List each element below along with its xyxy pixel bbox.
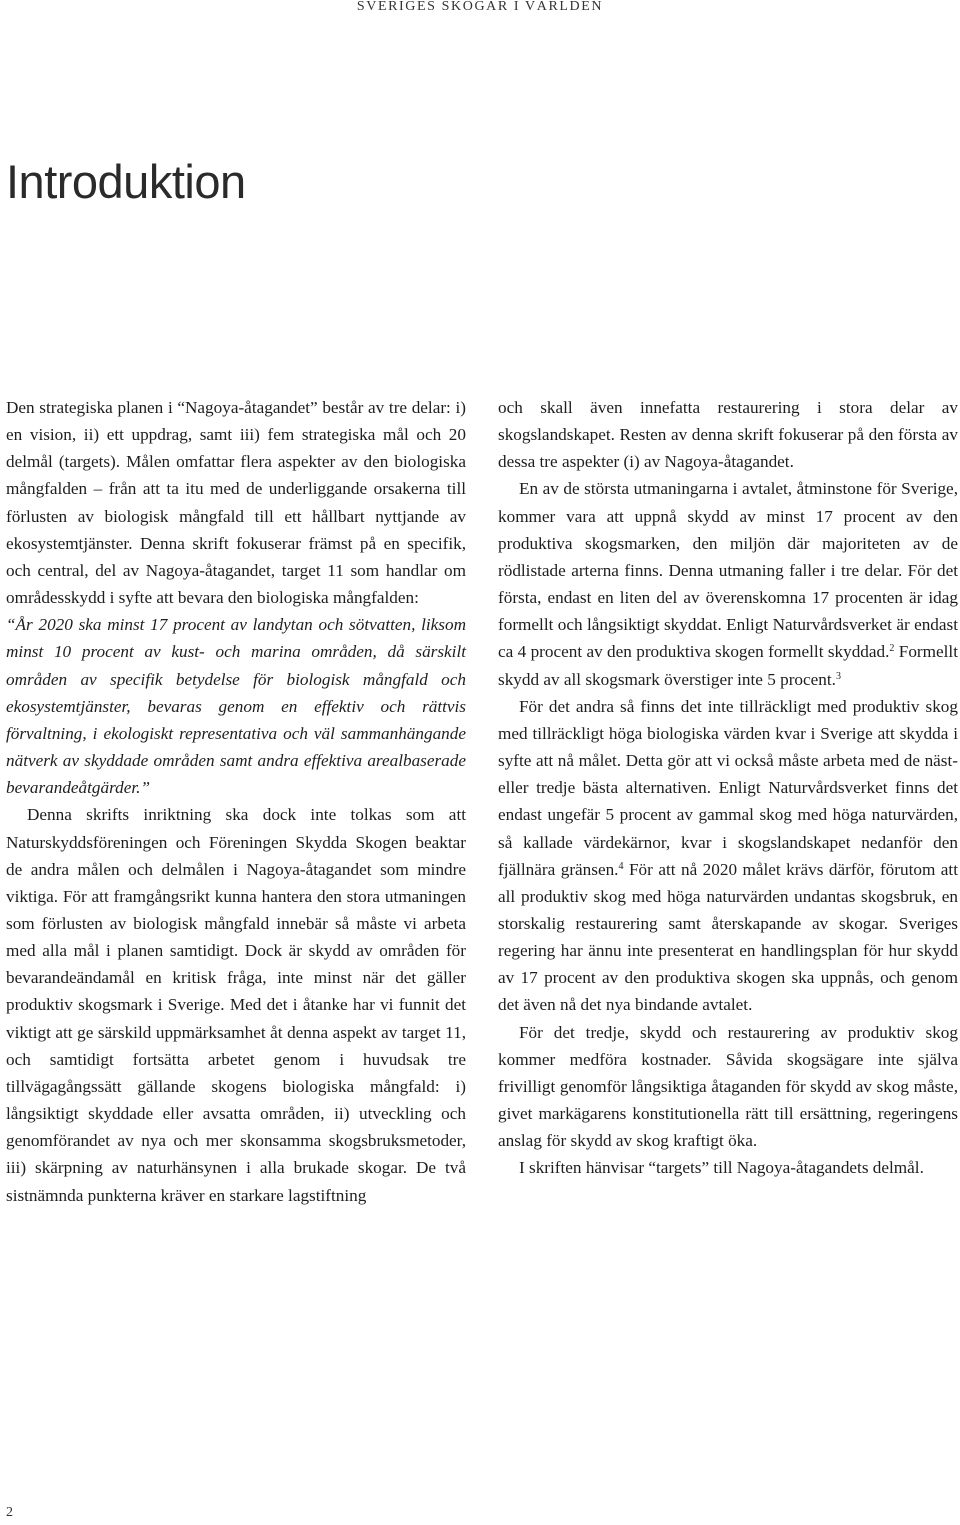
page-number: 2	[6, 1505, 13, 1520]
paragraph: och skall även innefatta restaurering i stora delar av skogslandskapet. Resten av denna skrift fokuserar på den första av dessa tre aspekter (i) av Nagoya-åtagandet.	[498, 398, 958, 472]
left-column	[6, 394, 466, 1209]
paragraph: Denna skrifts inriktning ska dock inte tolkas som att Naturskyddsföreningen och Föreningen Skydda Skogen beaktar de andra målen och delmålen i Nagoya-åtagandet som mindre viktiga. För att framgångsrikt kunna hantera den stora utmaningen som förlusten av biologisk mångfald innebär så måste vi arbeta med alla mål i planen samtidigt. Dock är skydd av områden för bevarandeändamål en kritisk fråga, inte minst när det gäller produktiv skogsmark i Sverige. Med det i åtanke har vi funnit det viktigt att ge särskild uppmärksamhet åt denna aspekt av target 11, och samtidigt fortsätta arbetet genom i huvudsak tre tillvägagångssätt gällande skogens biologiska mångfald: i) långsiktigt skyddade eller avsatta områden, ii) utveckling och genomförandet av nya och mer skonsamma skogsbruksmetoder, iii) skärpning av naturhänsynen i alla brukade skogar. De två sistnämnda punkterna kräver en starkare lagstiftning	[6, 805, 466, 1205]
paragraph	[498, 475, 958, 692]
paragraph-text: Formellt skydd av all skogsmark överstiger inte 5 procent.	[498, 642, 958, 689]
paragraph: I skriften hänvisar “targets” till Nagoya-åtagandets delmål.	[519, 1158, 924, 1178]
target-11-quote: “År 2020 ska minst 17 procent av landytan och sötvatten, liksom minst 10 procent av kust- och marina områden, då särskilt områden av specifik betydelse för biologisk mångfald och ekosystemtjänster, bevaras genom en effektiv och rättvis förvaltning, i ekologiskt representativa och väl sammanhängande nätverk av skyddade områden samt andra effektiva arealbaserade bevarandeåtgärder.”	[6, 615, 466, 798]
paragraph	[498, 693, 958, 1019]
paragraph-text: För att nå 2020 målet krävs därför, förutom att all produktiv skog med höga naturvärden undantas skogsbruk, en storskalig restaurering samt återskapande av skogar. Sveriges regering har ännu inte presenterat en handlingsplan för hur skydd av 17 procent av den produktiva skogen ska uppnås, och genom det även nå det nya bindande avtalet.	[498, 859, 958, 1015]
paragraph-text: För det andra så finns det inte tillräckligt med produktiv skog med tillräckligt höga biologiska värden kvar i Sverige att skydda i syfte att nå målet. Detta gör att vi också måste arbeta med de näst- eller tredje bästa alternativen. Enligt Naturvårdsverket finns det endast ungefär 5 procent av gammal skog med höga naturvärden, så kallade värdekärnor, kvar i skogslandskapet nedanför den fjällnära gränsen.	[498, 696, 958, 879]
footnote-ref[interactable]: 3	[835, 670, 841, 682]
running-head: SVERIGES SKOGAR I VÄRLDEN	[356, 0, 604, 14]
right-column	[498, 394, 958, 1182]
paragraph-text: En av de största utmaningarna i avtalet, åtminstone för Sverige, kommer vara att uppnå skydd av minst 17 procent av den produktiva skogsmarken, den miljön där majoriteten av de rödlistade arterna finns. Denna utmaning faller i tre delar. För det första, endast en liten del av överenskomna 17 procenten är idag formellt och långsiktigt skyddat. Enligt Naturvårdsverket är endast ca 4 procent av den produktiva skogen formellt skyddad.	[498, 479, 958, 662]
paragraph: Den strategiska planen i “Nagoya-åtagandet” består av tre delar: i) en vision, ii) ett uppdrag, samt iii) fem strategiska mål och 20 delmål (targets). Målen omfattar flera aspekter av den biologiska mångfalden – från att ta itu med de underliggande orsakerna till förlusten av biologisk mångfald till ett hållbart nyttjande av ekosystemtjänster. Denna skrift fokuserar främst på en specifik, och central, del av Nagoya-åtagandet, target 11 som handlar om områdesskydd i syfte att bevara den biologiska mångfalden:	[6, 398, 466, 608]
footnote-ref[interactable]: 2	[889, 643, 895, 655]
paragraph: För det tredje, skydd och restaurering av produktiv skog kommer medföra kostnader. Såvida skogsägare inte själva frivilligt genomför långsiktiga åtaganden för skydd av skog måste, givet markägarens konstitutionella rätt till ersättning, regeringens anslag för skydd av skog kraftigt öka.	[498, 1022, 958, 1151]
footnote-ref[interactable]: 4	[618, 860, 624, 872]
page-title: Introduktion	[6, 155, 246, 208]
